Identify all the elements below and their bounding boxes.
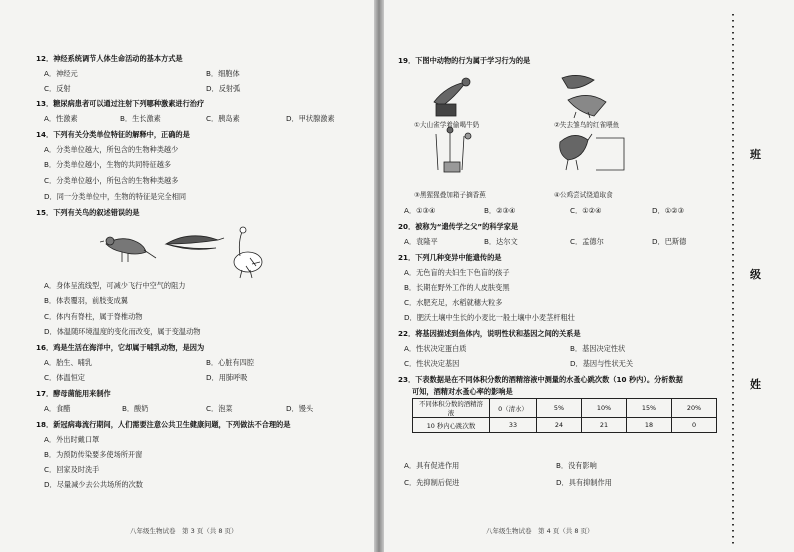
q14-option-d: D．同一分类单位中，生物的特征是完全相同 — [44, 192, 187, 201]
question-19: 19．下图中动物的行为属于学习行为的是 — [398, 56, 531, 65]
q20-option-a: A．袁隆平 — [404, 237, 438, 246]
q13-option-a: A．性激素 — [44, 114, 78, 123]
table-cell: 20% — [672, 399, 717, 418]
q19-option-c: C．①②④ — [570, 206, 602, 215]
margin-label-name: 姓 — [750, 378, 761, 391]
table-cell: 0 — [672, 418, 717, 433]
q12-option-a: A．神经元 — [44, 69, 78, 78]
q13-option-d: D．甲状腺激素 — [286, 114, 335, 123]
table-cell: 15% — [627, 399, 672, 418]
q21-option-d: D．肥沃土壤中生长的小麦比一般土壤中小麦茎杆粗壮 — [404, 313, 575, 322]
binding-line — [732, 14, 734, 544]
question-23-continued: 可知，酒精对水蚤心率的影响是 — [412, 387, 513, 396]
table-cell: 21 — [582, 418, 627, 433]
q19-option-a: A．①③④ — [404, 206, 436, 215]
q14-option-b: B．分类单位越小，生物的共同特征越多 — [44, 160, 172, 169]
left-page-footer: 八年级生物试卷 第 3 页（共 8 页） — [130, 527, 238, 535]
table-cell: 0（清水） — [490, 399, 537, 418]
q15-option-b: B．体表覆羽，前肢变成翼 — [44, 296, 128, 305]
q22-option-b: B．基因决定性状 — [570, 344, 626, 353]
q17-option-a: A．食醋 — [44, 404, 71, 413]
q16-option-c: C．体温恒定 — [44, 373, 85, 382]
table-row — [413, 399, 717, 418]
table-cell: 33 — [490, 418, 537, 433]
question-17: 17．酵母菌能用来制作 — [36, 389, 111, 398]
margin-label-class-1: 班 — [750, 148, 761, 161]
q22-option-d: D．基因与性状无关 — [570, 359, 634, 368]
question-20: 20．被称为“遗传学之父”的科学家是 — [398, 222, 519, 231]
q18-option-d: D．尽量减少去公共场所的次数 — [44, 480, 143, 489]
question-16: 16．鸡是生活在海洋中，它却属于哺乳动物，是因为 — [36, 343, 205, 352]
table-cell: 24 — [537, 418, 582, 433]
q23-option-d: D．具有抑制作用 — [556, 478, 612, 487]
q15-option-c: C．体内有脊柱，属于脊椎动物 — [44, 312, 143, 321]
page-gutter — [374, 0, 384, 552]
q13-option-c: C．胰岛素 — [206, 114, 240, 123]
q16-option-a: A．胎生、哺乳 — [44, 358, 93, 367]
q12-option-c: C．反射 — [44, 84, 71, 93]
q20-option-c: C．孟德尔 — [570, 237, 604, 246]
question-14: 14．下列有关分类单位特征的解释中，正确的是 — [36, 130, 190, 139]
q19-option-b: B．②③④ — [484, 206, 516, 215]
question-15: 15．下列有关鸟的叙述错误的是 — [36, 208, 140, 217]
q17-option-b: B．酸奶 — [122, 404, 149, 413]
q23-option-b: B．没有影响 — [556, 461, 597, 470]
q19-caption-3: ③黑猩猩叠加箱子摘香蕉 — [414, 191, 486, 199]
q20-option-b: B．达尔文 — [484, 237, 518, 246]
question-21: 21．下列几种变异中能遗传的是 — [398, 253, 502, 262]
q16-option-b: B．心脏有四腔 — [206, 358, 255, 367]
q15-option-d: D．体温随环境温度的变化而改变，属于变温动物 — [44, 327, 201, 336]
q23-option-c: C．先抑制后促进 — [404, 478, 460, 487]
question-22: 22．将基因描述到鱼体内，说明性状和基因之间的关系是 — [398, 329, 581, 338]
q19-caption-1: ①大山雀学着偷喝牛奶 — [414, 121, 480, 129]
q19-option-d: D．①②③ — [652, 206, 685, 215]
right-page-footer: 八年级生物试卷 第 4 页（共 8 页） — [486, 527, 594, 535]
table-row-header: 不同体积分数的酒精溶液 — [413, 399, 490, 418]
q19-caption-2: ②失去雏鸟的红雀喂鱼 — [554, 121, 620, 129]
q16-option-d: D．用肺呼吸 — [206, 373, 248, 382]
q18-option-b: B．为预防传染要多使场所开窗 — [44, 450, 143, 459]
question-18: 18．新冠病毒流行期间，人们需要注意公共卫生健康问题，下列做法不合理的是 — [36, 420, 291, 429]
q18-option-c: C．回家及时洗手 — [44, 465, 100, 474]
table-cell: 5% — [537, 399, 582, 418]
table-cell: 10% — [582, 399, 627, 418]
q21-option-b: B．长期在野外工作的人皮肤变黑 — [404, 283, 510, 292]
q14-option-a: A．分类单位越大，所包含的生物种类越少 — [44, 145, 179, 154]
q17-option-c: C．泡菜 — [206, 404, 233, 413]
question-13: 13．糖尿病患者可以通过注射下列哪种激素进行治疗 — [36, 99, 205, 108]
q17-option-d: D．馒头 — [286, 404, 314, 413]
q22-option-c: C．性状决定基因 — [404, 359, 460, 368]
table-row-header: 10 秒内心跳次数 — [413, 418, 490, 433]
heart-rate-table — [412, 398, 717, 433]
q14-option-c: C．分类单位越小，所包含的生物种类越多 — [44, 176, 179, 185]
q19-caption-4: ④公鸡尝试绕道取食 — [554, 191, 613, 199]
bird-illustrations — [100, 222, 280, 280]
margin-label-class-2: 级 — [750, 268, 761, 281]
q21-option-a: A．无色盲的夫妇生下色盲的孩子 — [404, 268, 510, 277]
behavior-illustrations — [428, 72, 648, 194]
q22-option-a: A．性状决定蛋白质 — [404, 344, 467, 353]
question-23: 23．下表数据是在不同体积分数的酒精溶液中测量的水蚤心跳次数（10 秒内）。分析数据 — [398, 375, 683, 384]
q20-option-d: D．巴斯德 — [652, 237, 687, 246]
q21-option-c: C．水肥充足，水稻就穗大粒多 — [404, 298, 503, 307]
question-12: 12．神经系统调节人体生命活动的基本方式是 — [36, 54, 183, 63]
table-row — [413, 418, 717, 433]
q12-option-d: D．反射弧 — [206, 84, 241, 93]
q13-option-b: B．生长激素 — [120, 114, 161, 123]
table-cell: 18 — [627, 418, 672, 433]
q18-option-a: A．外出时戴口罩 — [44, 435, 100, 444]
q12-option-b: B．细胞体 — [206, 69, 240, 78]
q23-option-a: A．具有促进作用 — [404, 461, 460, 470]
q15-option-a: A．身体呈流线型，可减少飞行中空气的阻力 — [44, 281, 186, 290]
